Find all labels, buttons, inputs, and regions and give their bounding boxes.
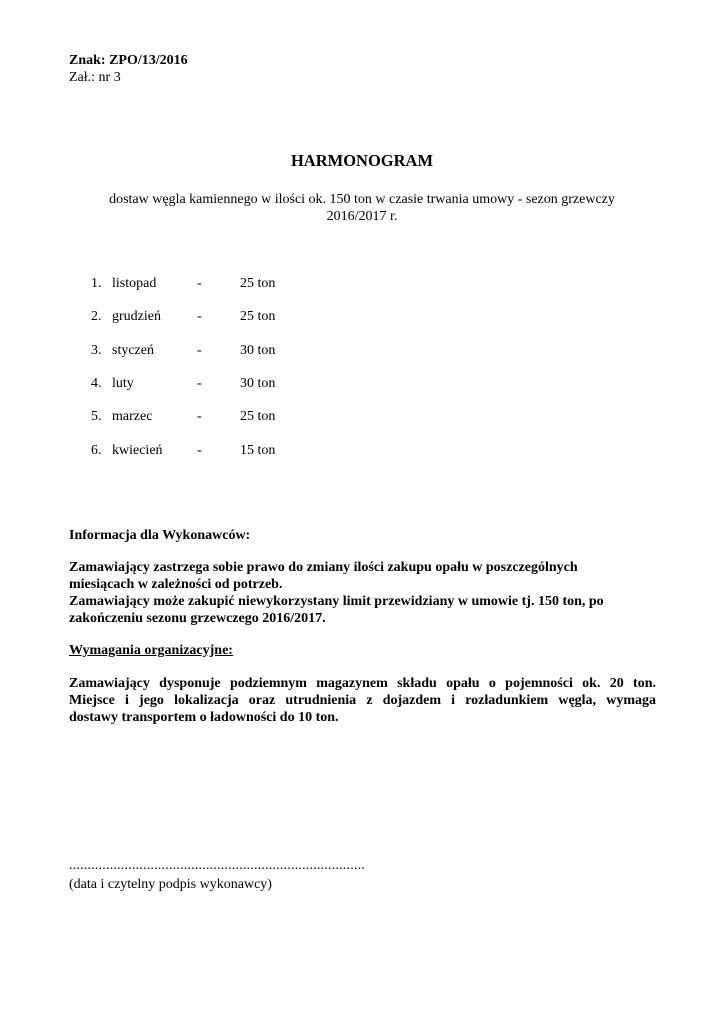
row-number: 4. <box>91 376 102 391</box>
row-month: listopad <box>112 276 157 291</box>
signature-line: ................................................................................ <box>69 858 365 873</box>
row-dash: - <box>197 443 202 458</box>
row-month: marzec <box>112 409 153 424</box>
row-number: 2. <box>91 309 102 324</box>
document-title: HARMONOGRAM <box>290 151 434 170</box>
row-quantity: 30 ton <box>240 376 276 391</box>
row-dash: - <box>197 343 202 358</box>
org-line: Miejsce i jego lokalizacja oraz utrudnienia z dojazdem i rozładunkiem węgla, wymaga <box>69 693 656 708</box>
info-line: Zamawiający zastrzega sobie prawo do zmiany ilości zakupu opału w poszczególnych <box>69 560 578 575</box>
row-dash: - <box>197 409 202 424</box>
row-month: kwiecień <box>112 443 163 458</box>
info-line: zakończeniu sezonu grzewczego 2016/2017. <box>69 611 326 626</box>
row-month: grudzień <box>112 309 161 324</box>
row-dash: - <box>197 276 202 291</box>
row-number: 5. <box>91 409 102 424</box>
reference-number: Znak: ZPO/13/2016 <box>69 53 188 68</box>
row-month: luty <box>112 376 134 391</box>
row-quantity: 25 ton <box>240 409 276 424</box>
organizational-requirements-heading: Wymagania organizacyjne: <box>69 643 233 658</box>
row-dash: - <box>197 376 202 391</box>
subtitle-line-2: 2016/2017 r. <box>326 209 398 224</box>
contractor-info-heading: Informacja dla Wykonawców: <box>69 528 251 543</box>
org-line: dostawy transportem o ładowności do 10 ton. <box>69 710 339 725</box>
row-quantity: 15 ton <box>240 443 276 458</box>
info-line: miesiącach w zależności od potrzeb. <box>69 577 283 592</box>
row-number: 3. <box>91 343 102 358</box>
row-number: 1. <box>91 276 102 291</box>
row-quantity: 25 ton <box>240 276 276 291</box>
org-line: Zamawiający dysponuje podziemnym magazynem składu opału o pojemności ok. 20 ton. <box>69 676 656 691</box>
row-month: styczeń <box>112 343 154 358</box>
subtitle-line-1: dostaw węgla kamiennego w ilości ok. 150 ton w czasie trwania umowy - sezon grzewczy <box>109 192 615 207</box>
signature-label: (data i czytelny podpis wykonawcy) <box>69 877 272 892</box>
attachment-number: Zał.: nr 3 <box>69 70 121 85</box>
row-number: 6. <box>91 443 102 458</box>
row-dash: - <box>197 309 202 324</box>
row-quantity: 30 ton <box>240 343 276 358</box>
info-line: Zamawiający może zakupić niewykorzystany limit przewidziany w umowie tj. 150 ton, po <box>69 594 604 609</box>
row-quantity: 25 ton <box>240 309 276 324</box>
